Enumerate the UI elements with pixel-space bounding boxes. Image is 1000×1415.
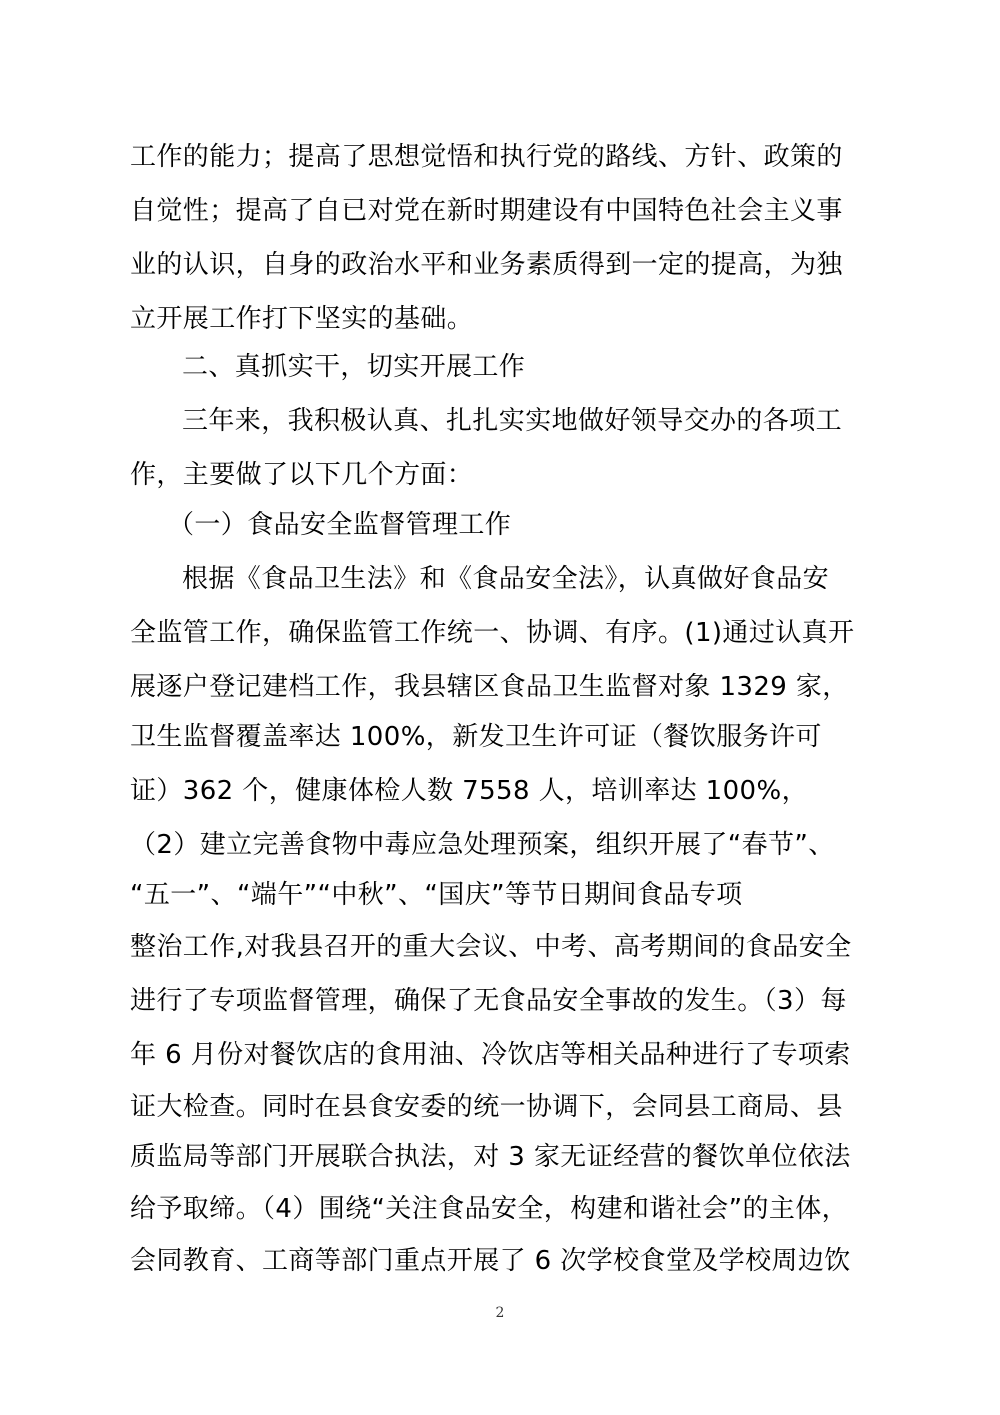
body-text-line: 自觉性；提高了自已对党在新时期建设有中国特色社会主义事 [130, 196, 843, 226]
body-text-line: 作，主要做了以下几个方面： [130, 460, 474, 490]
body-text-line: 年 6 月份对餐饮店的食用油、冷饮店等相关品种进行了专项索 [130, 1040, 851, 1070]
body-text-line: 立开展工作打下坚实的基础。 [130, 304, 474, 334]
section-heading: 二、真抓实干，切实开展工作 [182, 352, 526, 382]
body-text-line: 根据《食品卫生法》和《食品安全法》，认真做好食品安 [182, 564, 830, 594]
body-text-line: “五一”、“端午”“中秋”、“国庆”等节日期间食品专项 [130, 880, 743, 910]
body-text-line: 整治工作,对我县召开的重大会议、中考、高考期间的食品安全 [130, 932, 852, 962]
body-text-line: 证）362 个，健康体检人数 7558 人，培训率达 100%， [130, 776, 808, 806]
body-text-line: （2）建立完善食物中毒应急处理预案，组织开展了“春节”、 [130, 830, 835, 860]
body-text-line: 给予取缔。（4）围绕“关注食品安全，构建和谐社会”的主体， [130, 1194, 849, 1224]
body-text-line: 业的认识，自身的政治水平和业务素质得到一定的提高，为独 [130, 250, 843, 280]
body-text-line: 卫生监督覆盖率达 100%，新发卫生许可证（餐饮服务许可 [130, 722, 822, 752]
body-text-line: 证大检查。同时在县食安委的统一协调下，会同县工商局、县 [130, 1092, 843, 1122]
body-text-line: 进行了专项监督管理，确保了无食品安全事故的发生。（3）每 [130, 986, 847, 1016]
body-text-line: 展逐户登记建档工作，我县辖区食品卫生监督对象 1329 家， [130, 672, 849, 702]
body-text-line: 会同教育、工商等部门重点开展了 6 次学校食堂及学校周边饮 [130, 1246, 851, 1276]
body-text-line: 质监局等部门开展联合执法，对 3 家无证经营的餐饮单位依法 [130, 1142, 851, 1172]
body-text-line: 三年来，我积极认真、扎扎实实地做好领导交办的各项工 [182, 406, 843, 436]
page-number: 2 [495, 1305, 505, 1321]
body-text-line: 工作的能力；提高了思想觉悟和执行党的路线、方针、政策的 [130, 142, 843, 172]
subsection-heading: （一）食品安全监督管理工作 [168, 510, 512, 540]
body-text-line: 全监管工作，确保监管工作统一、协调、有序。(1)通过认真开 [130, 618, 855, 648]
